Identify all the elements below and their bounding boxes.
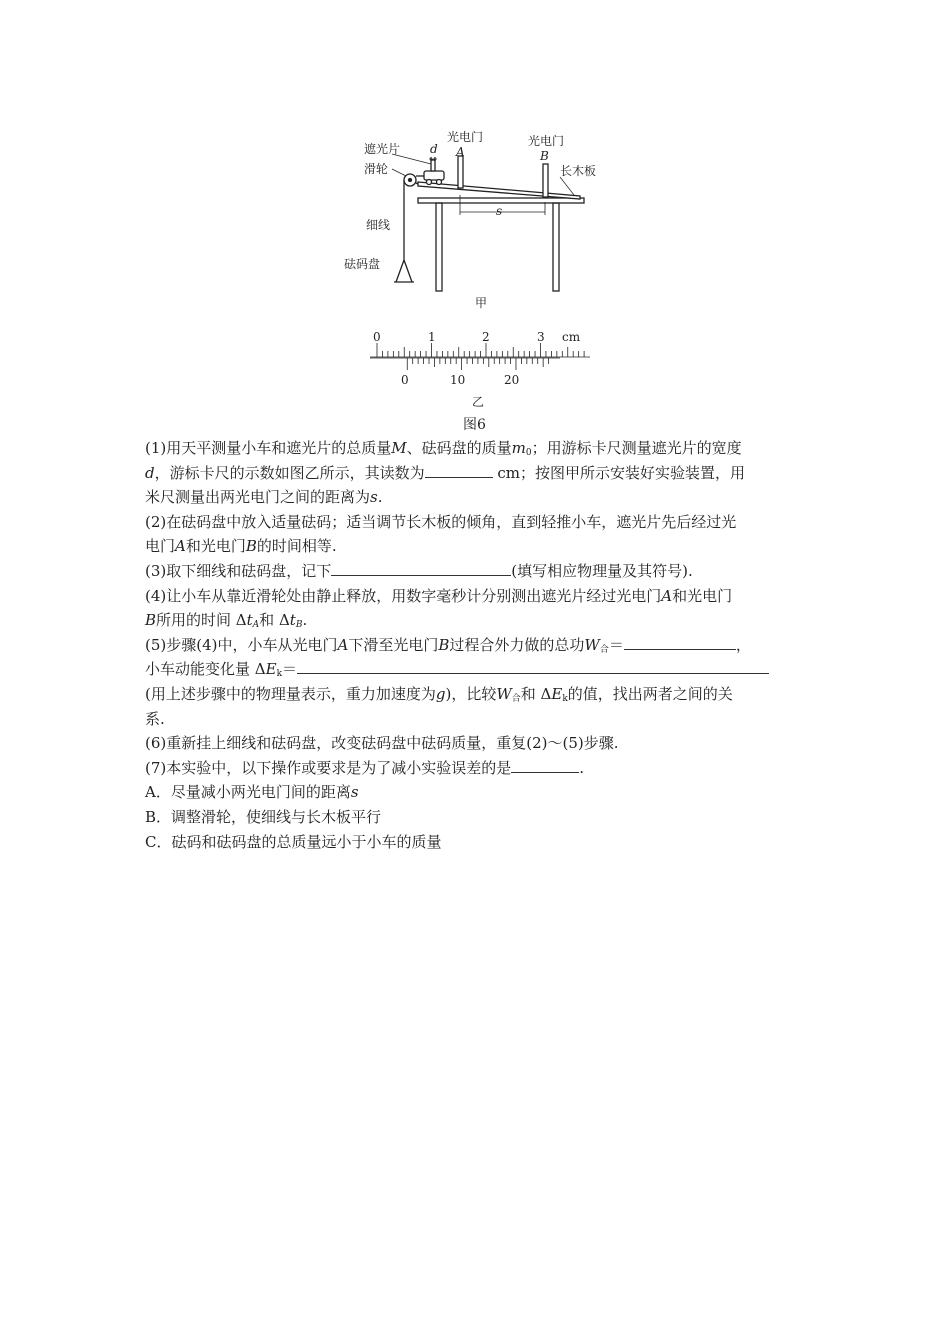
label-s: s [496, 204, 503, 218]
line-5: 电门A和光电门B的时间相等. [145, 537, 337, 556]
figure-caption: 图6 [463, 417, 486, 433]
sub-caption-yi: 乙 [472, 395, 485, 409]
line-9: (5)步骤(4)中，小车从光电门A下滑至光电门B过程合外力做的总功$W_合=$ ， [145, 633, 815, 658]
blank-answer-7[interactable] [511, 756, 579, 773]
label-thread: 细线 [366, 218, 391, 232]
label-gate-a: 光电门 [447, 130, 484, 144]
vernier-20: 20 [504, 373, 520, 387]
line-12: 系. [145, 709, 165, 728]
label-d: d [430, 142, 438, 156]
ruler-unit: cm [562, 330, 581, 344]
label-a: A [456, 145, 465, 159]
label-pulley: 滑轮 [364, 162, 389, 176]
blank-work[interactable] [624, 633, 736, 650]
ruler-main-2: 2 [482, 330, 490, 344]
option-c[interactable]: C．砝码和砝码盘的总质量远小于小车的质量 [145, 832, 442, 851]
line-3: 米尺测量出两光电门之间的距离为s. [145, 488, 383, 507]
label-gate-b: 光电门 [528, 134, 565, 148]
label-long-board: 长木板 [560, 164, 597, 178]
line-14: (7)本实验中，以下操作或要求是为了减小实验误差的是 . [145, 756, 815, 781]
line-2: d，游标卡尺的示数如图乙所示，其读数为 cm；按图甲所示安装好实验装置，用 [145, 461, 815, 486]
line-13: (6)重新挂上细线和砝码盘，改变砝码盘中砝码质量，重复(2)～(5)步骤. [145, 734, 619, 753]
label-shade-plate: 遮光片 [364, 142, 401, 156]
line-7: (4)让小车从靠近滑轮处由静止释放，用数字毫秒计分别测出遮光片经过光电门A和光电门 [145, 586, 733, 605]
ruler-main-0: 0 [373, 330, 381, 344]
sub-caption-jia: 甲 [475, 296, 488, 310]
figure-6 [330, 120, 630, 440]
line-1: (1)用天平测量小车和遮光片的总质量M、砝码盘的质量$m_0$；用游标卡尺测量遮光片的宽度 [145, 439, 742, 458]
label-b: B [540, 149, 549, 163]
blank-reading[interactable] [425, 461, 493, 478]
vernier-10: 10 [450, 373, 466, 387]
line-4: (2)在砝码盘中放入适量砝码；适当调节长木板的倾角，直到轻推小车，遮光片先后经过光 [145, 512, 737, 531]
question-text [145, 436, 815, 854]
ruler-main-1: 1 [428, 330, 436, 344]
option-b[interactable]: B．调整滑轮，使细线与长木板平行 [145, 807, 382, 826]
vernier-0: 0 [401, 373, 409, 387]
line-10: 小车动能变化量 $\Delta E_k=$ [145, 657, 815, 682]
label-weight-pan: 砝码盘 [344, 257, 381, 271]
blank-record[interactable] [331, 559, 511, 576]
line-8: B所用的时间 $\Delta t_A$和 $\Delta t_B$. [145, 611, 308, 631]
line-6: (3)取下细线和砝码盘，记下 (填写相应物理量及其符号). [145, 559, 815, 584]
option-a[interactable]: A．尽量减小两光电门间的距离s [145, 783, 359, 802]
ruler-main-3: 3 [537, 330, 545, 344]
line-11: (用上述步骤中的物理量表示，重力加速度为g)，比较$W_合$和 $\Delta E_k$的值，找出两者之间的关 [145, 684, 733, 704]
blank-kinetic-energy[interactable] [297, 657, 769, 674]
